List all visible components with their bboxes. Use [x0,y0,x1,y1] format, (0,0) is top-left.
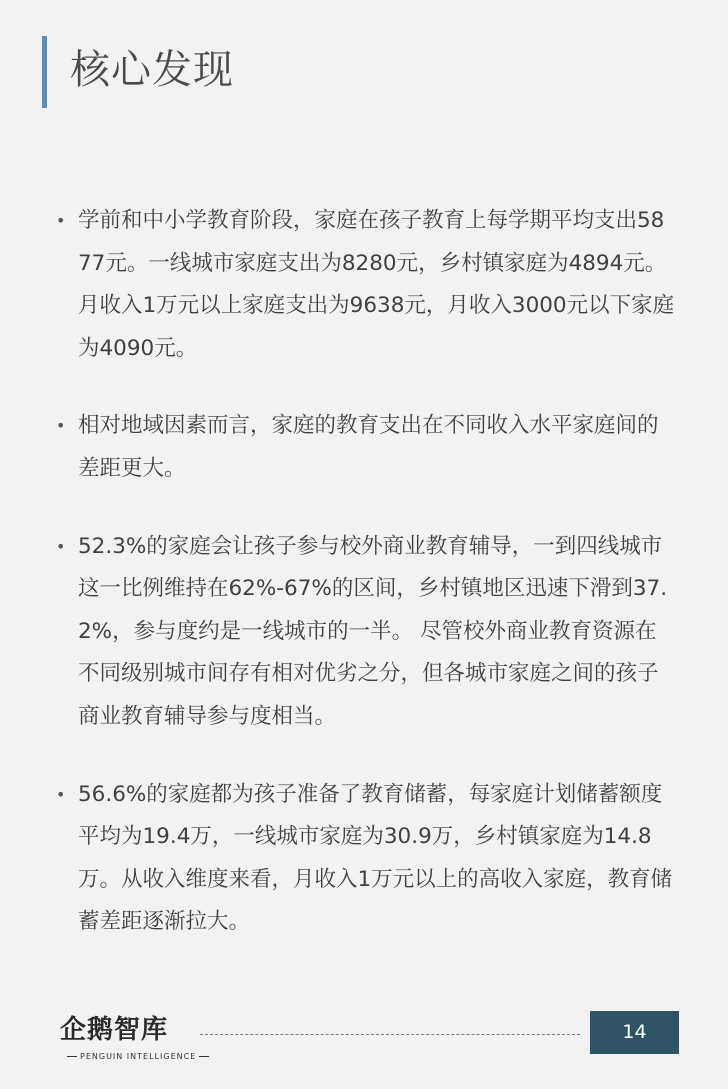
list-item [56,526,676,739]
bullet-dot-icon: • [56,416,66,436]
list-item-text: 52.3%的家庭会让孩子参与校外商业教育辅导，一到四线城市这一比例维持在62%-67%的区间，乡村镇地区迅速下滑到37.2%，参与度约是一线城市的一半。 尽管校外商业教育资源在不同级别城市间存有相对优劣之分，但各城市家庭之间的孩子商业教育辅导参与度相当。 [78,533,668,729]
page-title: 核心发现 [70,47,234,93]
footer [0,1000,728,1080]
bullet-dot-icon: • [56,784,66,804]
title-accent-bar [42,36,47,108]
list-item [56,774,676,944]
bullet-dot-icon: • [56,536,66,556]
findings-list [56,200,676,944]
list-item-text: 相对地域因素而言，家庭的教育支出在不同收入水平家庭间的差距更大。 [78,413,659,481]
penguin-intelligence-logo [60,1010,197,1066]
bullet-dot-icon: • [56,211,66,230]
list-item [56,405,676,490]
footer-divider [200,1034,580,1035]
page-number: 14 [590,1011,679,1054]
logo-subtitle: PENGUIN INTELLIGENCE [64,1052,212,1061]
list-item [56,200,676,370]
list-item-text: 56.6%的家庭都为孩子准备了教育储蓄，每家庭计划储蓄额度平均为19.4万，一线城市家庭为30.9万，乡村镇家庭为14.8万。从收入维度来看，月收入1万元以上的高收入家庭，教育储蓄差距逐渐拉大。 [78,781,673,935]
logo-text: 企鹅智库 [60,1015,169,1045]
list-item-text: 学前和中小学教育阶段，家庭在孩子教育上每学期平均支出5877元。一线城市家庭支出为8280元，乡村镇家庭为4894元。月收入1万元以上家庭支出为9638元，月收入3000元以下家庭为4090元。 [78,208,675,361]
